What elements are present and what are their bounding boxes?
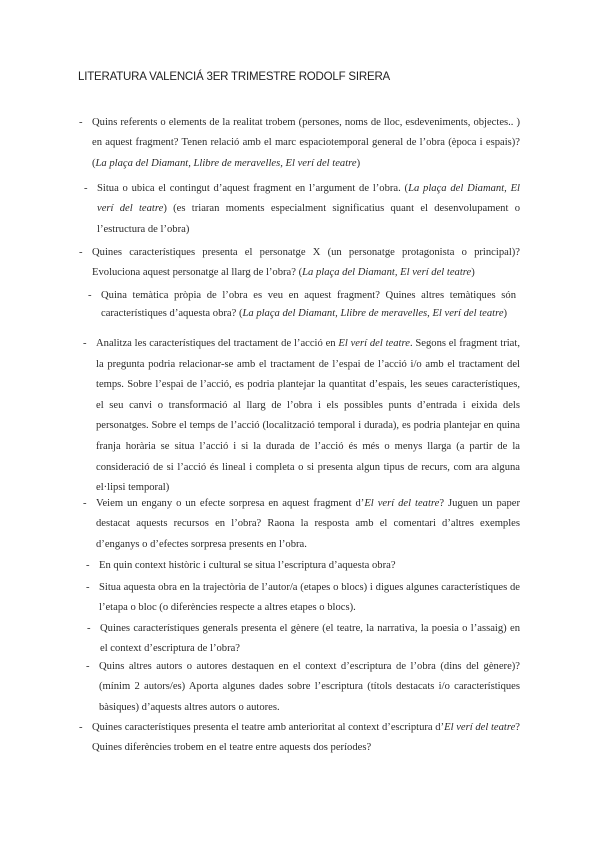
- question-item: [87, 619, 520, 660]
- question-text: Quines característiques generals presenta el gènere (el teatre, la narrativa, la poesia o l’assaig) en el context d’escriptura de l’obra?: [100, 623, 520, 655]
- question-item: [86, 657, 520, 718]
- work-title: La plaça del Diamant, Llibre de meravelles, El verí del teatre: [242, 307, 504, 319]
- question-text: Situa o ubica el contingut d’aquest fragment en l’argument de l’obra. (: [97, 183, 409, 194]
- question-item: [79, 243, 520, 284]
- question-item: [86, 578, 520, 619]
- bullet-dash: -: [86, 560, 90, 571]
- question-item: [86, 556, 520, 576]
- work-title: La plaça del Diamant, Llibre de meravelles, El verí del teatre: [95, 157, 357, 169]
- question-item: [79, 113, 520, 174]
- bullet-dash: -: [84, 183, 88, 194]
- work-title: El verí del teatre: [444, 722, 516, 733]
- bullet-dash: -: [83, 498, 87, 509]
- question-text: ): [356, 157, 361, 169]
- question-text: Analitza les característiques del tractament de l’acció en: [96, 338, 339, 349]
- question-item: [83, 494, 521, 555]
- question-text: ? Quines diferències trobem en el teatre entre aquests dos períodes?: [92, 722, 520, 754]
- question-text: Quins referents o elements de la realitat trobem (persones, noms de lloc, esdeveniments, objectes.. ) en aquest fragment? Tenen relació amb el marc espaciotemporal general de l’obra (època i espais)? (: [92, 117, 520, 169]
- question-item: [88, 287, 516, 322]
- document-title: LITERATURA VALENCIÁ 3ER TRIMESTRE RODOLF SIRERA: [78, 71, 391, 83]
- question-text: ): [503, 307, 508, 319]
- question-text: Veiem un engany o un efecte sorpresa en aquest fragment d’: [96, 498, 365, 509]
- question-text: . Segons el fragment triat, la pregunta podria relacionar-se amb el tractament de l’espai de l’acció i/o amb el tractament del temps. Sobre l’espai de l’acció, es podria plantejar la quantitat d’espais, les seues característiques, el seu canvi o transformació al llarg de l’obra i els possibles punts d’entrada i eixida dels personatges. Sobre el temps de l’acció (localització temporal i durada), es podria plantejar en quina franja horària se situa l’acció i si la durada de l’acció és més o menys llarga (a partir de la consideració de si l’acció és lineal i completa o si presenta algun tipus de recurs, com ara alguna el·lipsi temporal): [96, 338, 520, 494]
- bullet-dash: -: [79, 117, 83, 128]
- bullet-dash: -: [86, 661, 90, 672]
- question-text: Situa aquesta obra en la trajectòria de l’autor/a (etapes o blocs) i digues algunes característiques de l’etapa o bloc (o diferències respecte a altres etapes o blocs).: [99, 582, 520, 614]
- bullet-dash: -: [87, 623, 91, 634]
- bullet-dash: -: [79, 247, 83, 258]
- question-text: ? Juguen un paper destacat aquests recursos en l’obra? Raona la resposta amb el comentari d’altres exemples d’enganys o d’efectes sorpresa presents en l’obra.: [96, 498, 521, 550]
- question-text: Quines característiques presenta el teatre amb anterioritat al context d’escriptura d’: [92, 722, 445, 733]
- work-title: La plaça del Diamant, El verí del teatre: [97, 183, 520, 215]
- bullet-dash: -: [88, 290, 92, 301]
- question-item: [79, 718, 520, 759]
- question-text: ): [471, 267, 475, 279]
- work-title: El verí del teatre: [338, 338, 410, 349]
- question-text: Quines característiques presenta el personatge X (un personatge protagonista o principal)? Evoluciona aquest personatge al llarg de l’obra? (: [92, 247, 520, 279]
- bullet-dash: -: [79, 722, 83, 733]
- question-text: Quina temàtica pròpia de l’obra es veu en aquest fragment? Quines altres temàtiques són característiques d’aquesta obra? (: [101, 290, 516, 319]
- work-title: La plaça del Diamant, El verí del teatre: [302, 267, 472, 279]
- bullet-dash: -: [83, 338, 87, 349]
- question-text: Quins altres autors o autores destaquen en el context d’escriptura de l’obra (dins del gènere)? (mínim 2 autors/es) Aporta algunes dades sobre l’escriptura (títols destacats i/o característiques bàsiques) d’aquests altres autors o autores.: [99, 661, 520, 713]
- work-title: El verí del teatre: [364, 498, 440, 509]
- question-text: ) (es triaran moments especialment significatius quant el desenvolupament o l’estructura de l’obra): [97, 203, 520, 235]
- question-item: [84, 179, 520, 240]
- bullet-dash: -: [86, 582, 90, 593]
- question-item: [83, 334, 520, 499]
- question-text: En quin context històric i cultural se situa l’escriptura d’aquesta obra?: [99, 560, 396, 571]
